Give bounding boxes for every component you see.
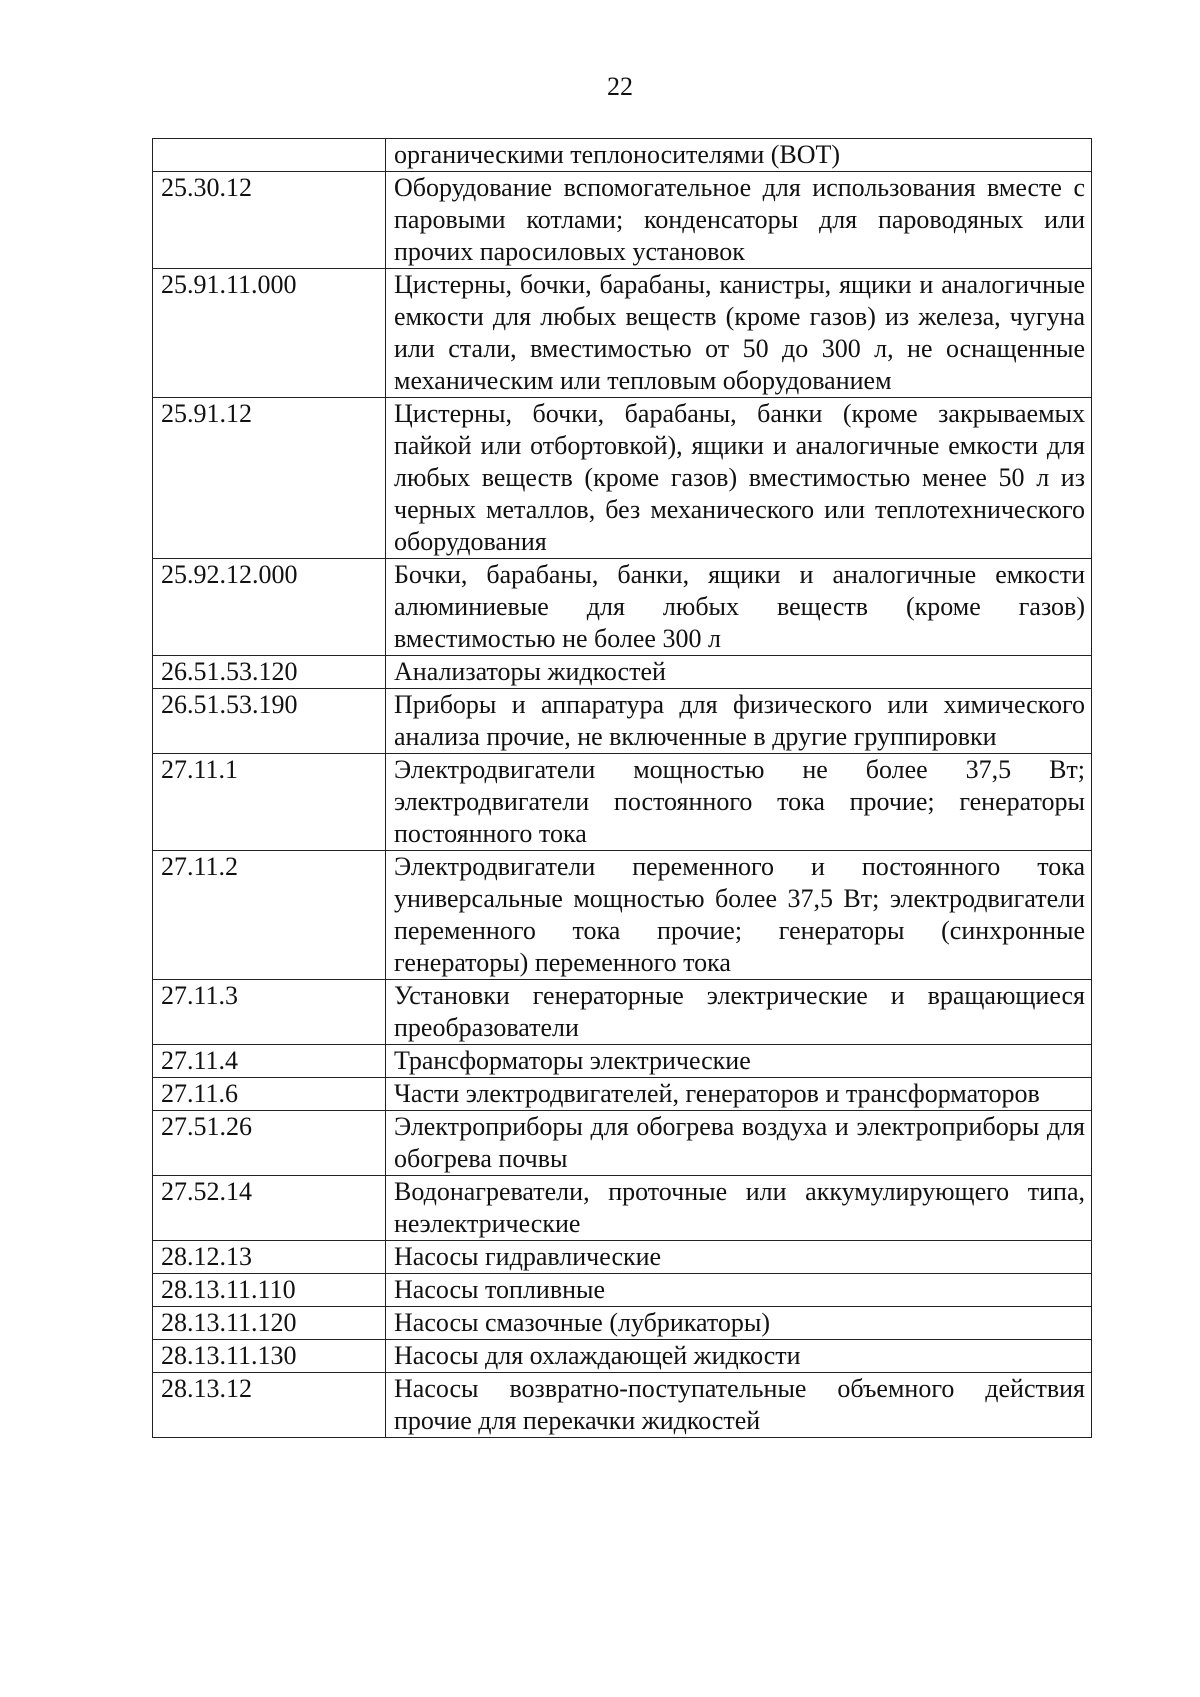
table-row [153,1373,1092,1438]
description-cell: Цистерны, бочки, барабаны, банки (кроме закрываемых пайкой или отбортовкой), ящики и аналогичные емкости для любых веществ (кроме газов) вместимостью менее 50 л из черных металлов, без механического или теплотехнического оборудования [386,398,1092,559]
description-cell: органическими теплоносителями (ВОТ) [386,139,1092,172]
description-cell: Установки генераторные электрические и вращающиеся преобразователи [386,980,1092,1045]
okpd-code-cell: 27.11.1 [153,754,386,851]
okpd-code-cell: 26.51.53.120 [153,656,386,689]
description-cell: Насосы смазочные (лубрикаторы) [386,1307,1092,1340]
description-cell: Оборудование вспомогательное для использования вместе с паровыми котлами; конденсаторы для пароводяных или прочих паросиловых установок [386,172,1092,269]
table-row [153,1307,1092,1340]
table-row [153,1340,1092,1373]
table-row [153,269,1092,398]
codes-table [152,138,1092,1438]
codes-table-body [153,139,1092,1438]
okpd-code-cell: 26.51.53.190 [153,689,386,754]
table-row [153,754,1092,851]
okpd-code-cell: 27.52.14 [153,1176,386,1241]
table-row [153,172,1092,269]
okpd-code-cell: 25.91.11.000 [153,269,386,398]
table-row [153,559,1092,656]
table-row [153,139,1092,172]
okpd-code-cell: 28.13.11.120 [153,1307,386,1340]
description-cell: Части электродвигателей, генераторов и трансформаторов [386,1078,1092,1111]
description-cell: Электродвигатели мощностью не более 37,5 Вт; электродвигатели постоянного тока прочие; генераторы постоянного тока [386,754,1092,851]
okpd-code-cell: 28.12.13 [153,1241,386,1274]
description-cell: Водонагреватели, проточные или аккумулирующего типа, неэлектрические [386,1176,1092,1241]
description-cell: Насосы для охлаждающей жидкости [386,1340,1092,1373]
okpd-code-cell [153,139,386,172]
table-row [153,1241,1092,1274]
table-row [153,980,1092,1045]
description-cell: Насосы топливные [386,1274,1092,1307]
description-cell: Цистерны, бочки, барабаны, канистры, ящики и аналогичные емкости для любых веществ (кроме газов) из железа, чугуна или стали, вместимостью от 50 до 300 л, не оснащенные механическим или тепловым оборудованием [386,269,1092,398]
description-cell: Приборы и аппаратура для физического или химического анализа прочие, не включенные в другие группировки [386,689,1092,754]
description-cell: Анализаторы жидкостей [386,656,1092,689]
description-cell: Трансформаторы электрические [386,1045,1092,1078]
okpd-code-cell: 27.11.6 [153,1078,386,1111]
table-row [153,1045,1092,1078]
okpd-code-cell: 25.91.12 [153,398,386,559]
table-row [153,1176,1092,1241]
okpd-code-cell: 25.92.12.000 [153,559,386,656]
table-row [153,1111,1092,1176]
okpd-code-cell: 25.30.12 [153,172,386,269]
description-cell: Насосы гидравлические [386,1241,1092,1274]
okpd-code-cell: 27.51.26 [153,1111,386,1176]
description-cell: Насосы возвратно-поступательные объемного действия прочие для перекачки жидкостей [386,1373,1092,1438]
page-number: 22 [607,72,633,101]
table-row [153,1274,1092,1307]
description-cell: Электродвигатели переменного и постоянного тока универсальные мощностью более 37,5 Вт; электродвигатели переменного тока прочие; генераторы (синхронные генераторы) переменного тока [386,851,1092,980]
okpd-code-cell: 27.11.3 [153,980,386,1045]
okpd-code-cell: 27.11.2 [153,851,386,980]
table-row [153,1078,1092,1111]
table-row [153,656,1092,689]
table-row [153,398,1092,559]
okpd-code-cell: 28.13.12 [153,1373,386,1438]
okpd-code-cell: 27.11.4 [153,1045,386,1078]
table-row [153,851,1092,980]
okpd-code-cell: 28.13.11.130 [153,1340,386,1373]
table-row [153,689,1092,754]
description-cell: Бочки, барабаны, банки, ящики и аналогичные емкости алюминиевые для любых веществ (кроме газов) вместимостью не более 300 л [386,559,1092,656]
description-cell: Электроприборы для обогрева воздуха и электроприборы для обогрева почвы [386,1111,1092,1176]
okpd-code-cell: 28.13.11.110 [153,1274,386,1307]
